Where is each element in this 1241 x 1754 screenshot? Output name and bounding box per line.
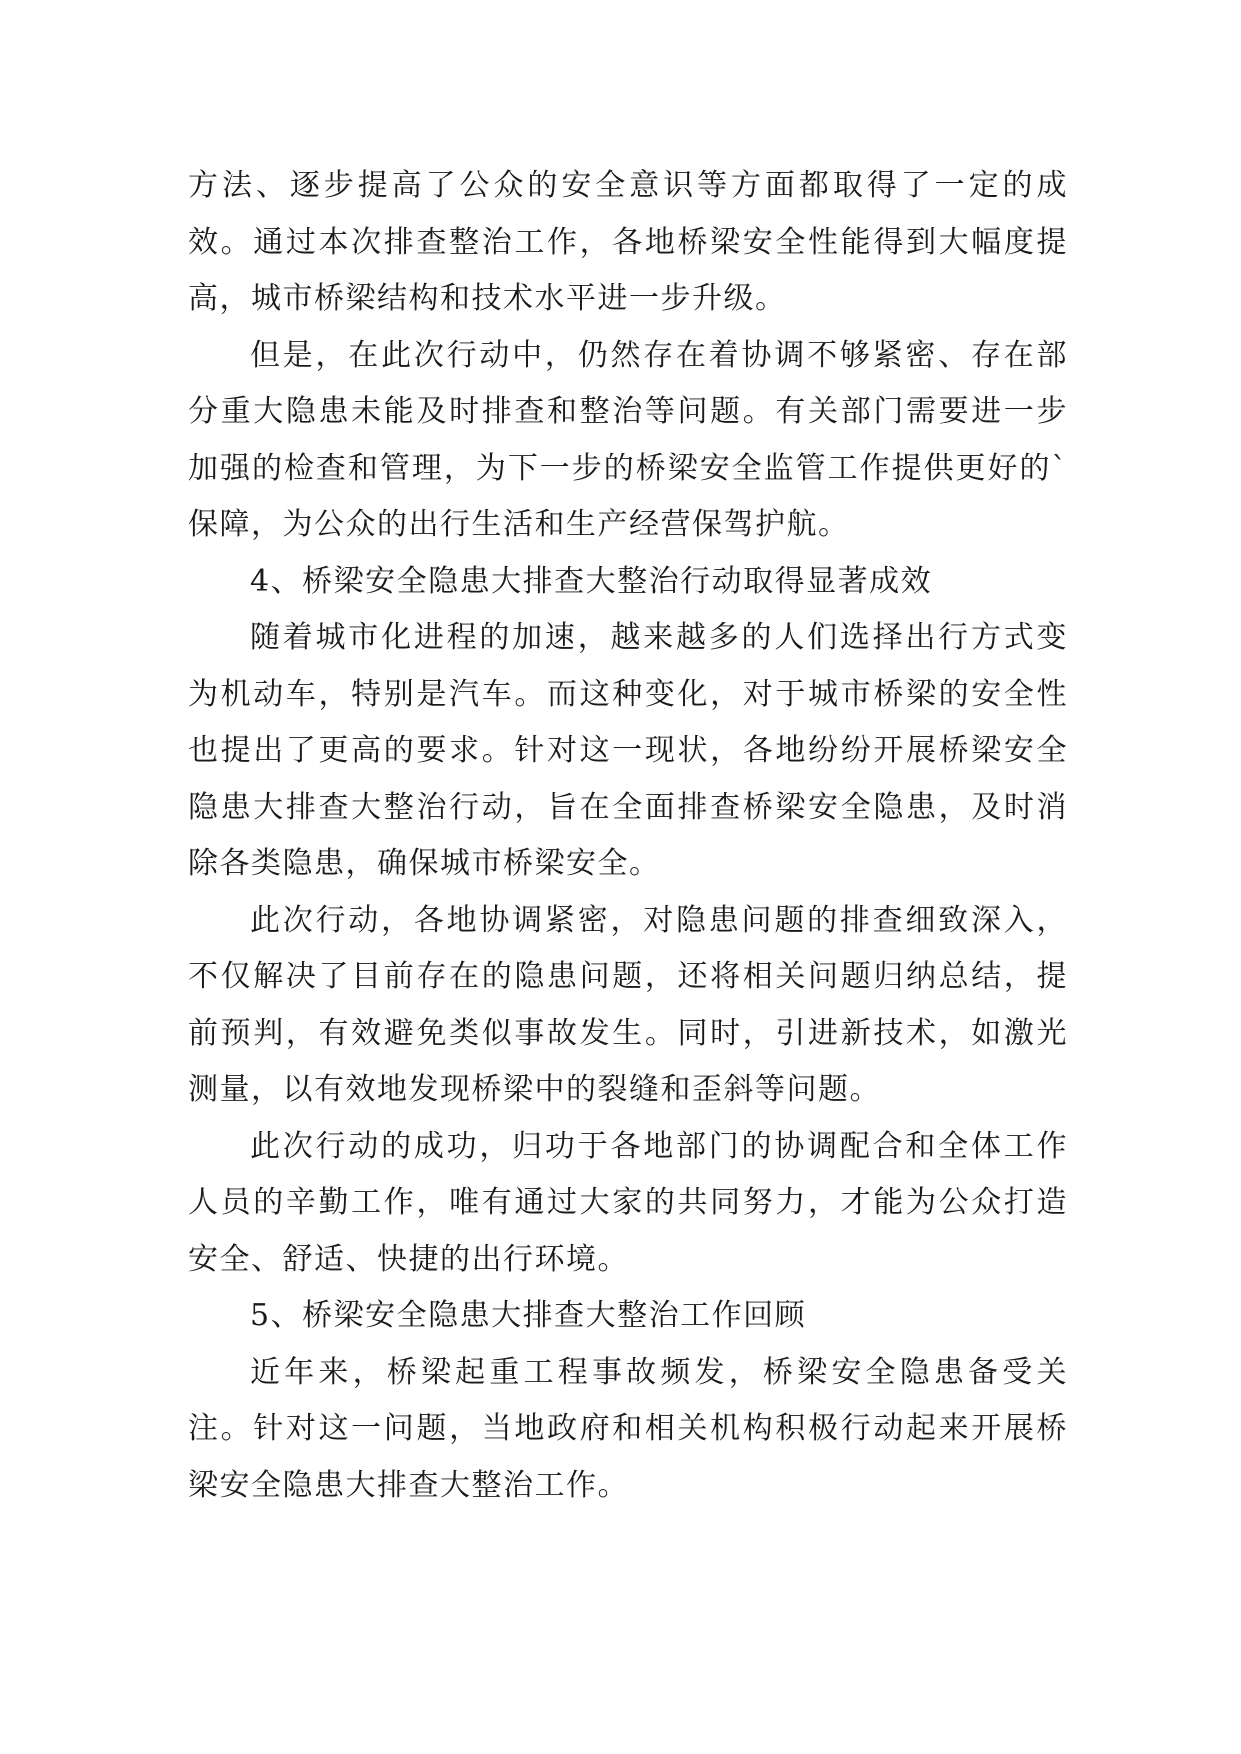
- paragraph-2: 但是，在此次行动中，仍然存在着协调不够紧密、存在部分重大隐患未能及时排查和整治等问题。有关部门需要进一步加强的检查和管理，为下一步的桥梁安全监管工作提供更好的`保障，为公众的出行生活和生产经营保驾护航。: [188, 337, 1068, 542]
- paragraph-3: 随着城市化进程的加速，越来越多的人们选择出行方式变为机动车，特别是汽车。而这种变化，对于城市桥梁的安全性也提出了更高的要求。针对这一现状，各地纷纷开展桥梁安全隐患大排查大整治行动，旨在全面排查桥梁安全隐患，及时消除各类隐患，确保城市桥梁安全。: [188, 620, 1068, 881]
- section-heading-5: 5、桥梁安全隐患大排查大整治工作回顾: [250, 1298, 807, 1333]
- paragraph-6: 近年来，桥梁起重工程事故频发，桥梁安全隐患备受关注。针对这一问题，当地政府和相关机构积极行动起来开展桥梁安全隐患大排查大整治工作。: [188, 1354, 1068, 1503]
- document-body: [188, 158, 1068, 1514]
- paragraph-1: 方法、逐步提高了公众的安全意识等方面都取得了一定的成效。通过本次排查整治工作，各地桥梁安全性能得到大幅度提高，城市桥梁结构和技术水平进一步升级。: [188, 168, 1068, 316]
- paragraph-5: 此次行动的成功，归功于各地部门的协调配合和全体工作人员的辛勤工作，唯有通过大家的共同努力，才能为公众打造安全、舒适、快捷的出行环境。: [188, 1128, 1068, 1277]
- paragraph-4: 此次行动，各地协调紧密，对隐患问题的排查细致深入，不仅解决了目前存在的隐患问题，还将相关问题归纳总结，提前预判，有效避免类似事故发生。同时，引进新技术，如激光测量，以有效地发现桥梁中的裂缝和歪斜等问题。: [188, 902, 1068, 1107]
- section-heading-4: 4、桥梁安全隐患大排查大整治行动取得显著成效: [250, 563, 933, 599]
